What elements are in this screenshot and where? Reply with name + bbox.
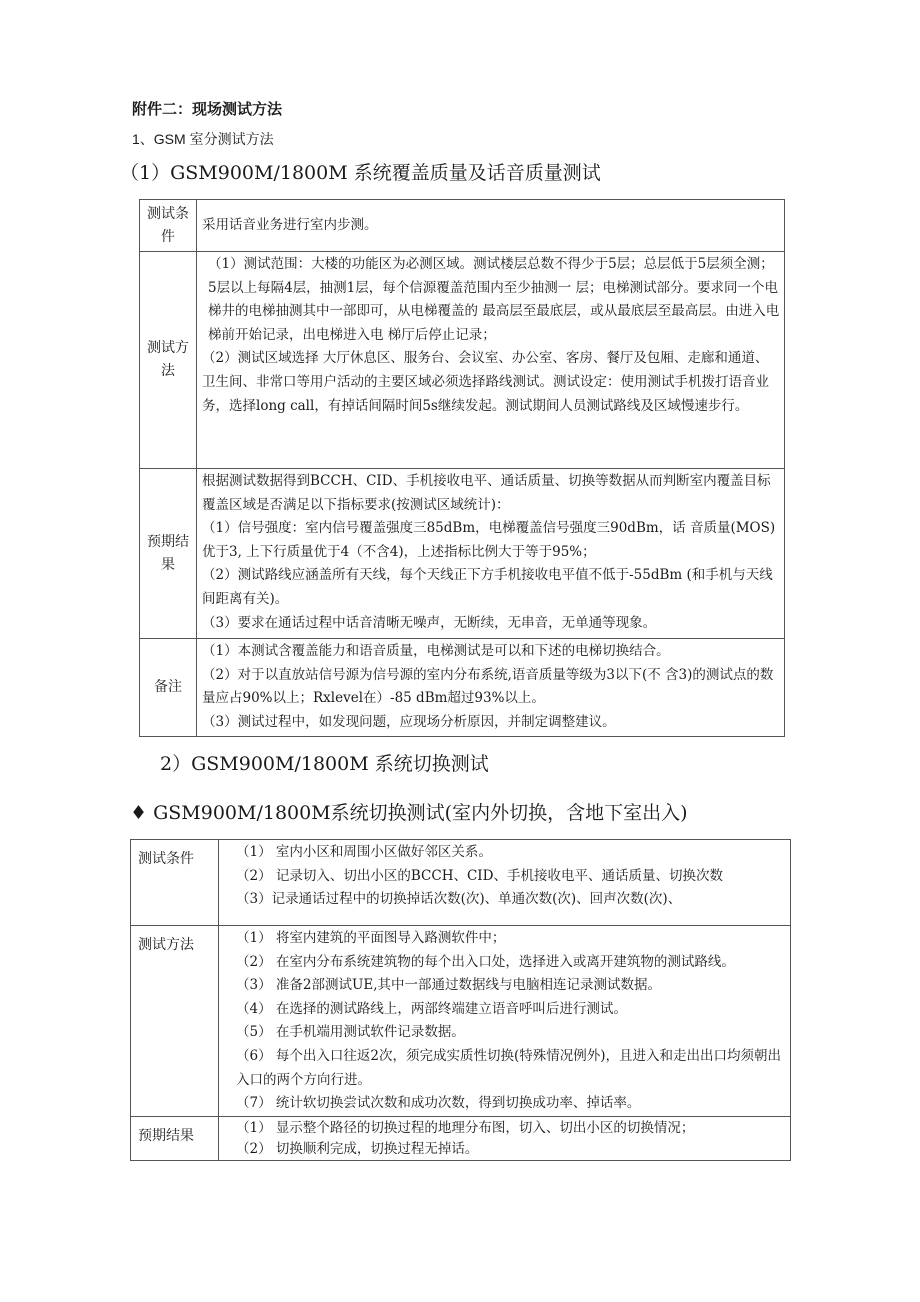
text-line: （6） 每个出入口往返2次，须完成实质性切换(特殊情况例外)，且进入和走出出口均须朝出入口的两个方向行进。 [236, 1047, 782, 1088]
table-row [131, 1117, 791, 1161]
text-line: （2） 在室内分布系统建筑物的每个出入口处，选择进入或离开建筑物的测试路线。 [236, 953, 735, 970]
text-line: （3）测试过程中，如发现问题，应现场分析原因，并制定调整建议。 [202, 713, 616, 730]
row-label-method: 测试方法 [131, 926, 219, 1117]
text-line: （2） 记录切入、切出小区的BCCH、CID、手机接收电平、通话质量、切换次数 [236, 867, 723, 884]
text-line: （1）测试范围：大楼的功能区为必测区域。测试楼层总数不得少于5层；总层低于5层须全测；5层以上每隔4层，抽测1层，每个信源覆盖范围内至少抽测一 层；电梯测试部分。要求同一个电梯井的电梯抽测其中一部即可，从电梯覆盖的 最高层至最底层，或从最底层至最高层。由进入电梯前开始记录，出电梯进入电 梯厅后停止记录； [208, 256, 780, 343]
section-1-title: （1）GSM900M/1800M 系统覆盖质量及话音质量测试 [120, 162, 601, 184]
row-content-conditions [219, 840, 791, 926]
table-row [131, 926, 791, 1117]
text-line: 采用话音业务进行室内步测。 [202, 217, 378, 234]
diamond-bullet-icon: ♦ [130, 802, 148, 824]
table-row [140, 469, 785, 639]
row-label-expected: 预期结果 [131, 1117, 219, 1161]
row-content-method [197, 252, 785, 469]
text-line: 根据测试数据得到BCCH、CID、手机接收电平、通话质量、切换等数据从而判断室内覆盖目标覆盖区域是否满足以下指标要求(按测试区域统计)： [202, 473, 771, 513]
section-3-heading [130, 798, 688, 825]
table-row [131, 840, 791, 926]
text-line: （1） 室内小区和周围小区做好邻区关系。 [236, 844, 492, 860]
table-row [140, 200, 785, 252]
section-2-title: 2）GSM900M/1800M 系统切换测试 [160, 753, 489, 775]
row-content-method [219, 926, 791, 1117]
text-line: （1） 将室内建筑的平面图导入路测软件中； [236, 930, 506, 946]
text-line: （2）测试区域选择 大厅休息区、服务台、会议室、办公室、客房、餐厅及包厢、走廊和通道、卫生间、非常口等用户活动的主要区域必须选择路线测试。测试设定：使用测试手机拨打语音业务，选择long call，有掉话间隔时间5s继续发起。测试期间人员测试路线及区域慢速步行。 [202, 350, 769, 414]
table-row [140, 252, 785, 469]
text-line: （1） 显示整个路径的切换过程的地理分布图，切入、切出小区的切换情况； [236, 1120, 695, 1136]
row-label-expected: 预期结果 [140, 469, 197, 639]
row-content-expected [197, 469, 785, 639]
text-line: （5） 在手机端用测试软件记录数据。 [236, 1024, 465, 1041]
row-label-notes: 备注 [140, 639, 197, 737]
row-content-expected [219, 1117, 791, 1161]
row-content-conditions [197, 200, 785, 252]
text-line: （3） 准备2部测试UE,其中一部通过数据线与电脑相连记录测试数据。 [236, 977, 661, 994]
row-label-conditions: 测试条件 [131, 840, 219, 926]
table-row [140, 639, 785, 737]
text-line: （2）对于以直放站信号源为信号源的室内分布系统,语音质量等级为3以下(不 含3)的测试点的数量应占90%以上；Rxlevel在）-85 dBm超过93%以上。 [202, 666, 774, 707]
text-line: （1）信号强度：室内信号覆盖强度三85dBm，电梯覆盖信号强度三90dBm，话 音质量(MOS)优于3, 上下行质量优于4（不含4)，上述指标比例大于等于95%； [202, 520, 776, 560]
section-3-title: GSM900M/1800M系统切换测试(室内外切换，含地下室出入) [153, 802, 688, 824]
gsm-section-heading: 1、GSM 室分测试方法 [132, 131, 274, 147]
row-content-notes [197, 639, 785, 737]
text-line: （2） 切换顺利完成，切换过程无掉话。 [236, 1141, 479, 1157]
text-line: （2）测试路线应涵盖所有天线，每个天线正下方手机接收电平值不低于-55dBm (和手机与天线间距离有关)。 [202, 567, 773, 607]
appendix-heading: 附件二：现场测试方法 [132, 100, 283, 118]
text-line: （3）要求在通话过程中话音清晰无噪声，无断续，无串音，无单通等现象。 [202, 614, 657, 631]
handover-test-table [130, 839, 791, 1161]
row-label-conditions: 测试条件 [140, 200, 197, 252]
text-line: （3）记录通话过程中的切换掉话次数(次)、单通次数(次)、回声次数(次)、 [236, 891, 682, 908]
coverage-test-table [139, 199, 785, 737]
text-line: （1）本测试含覆盖能力和语音质量，电梯测试是可以和下述的电梯切换结合。 [202, 643, 670, 659]
text-line: （7） 统计软切换尝试次数和成功次数，得到切换成功率、掉话率。 [236, 1095, 641, 1112]
text-line: （4） 在选择的测试路线上，两部终端建立语音呼叫后进行测试。 [236, 1000, 627, 1017]
row-label-method: 测试方法 [140, 252, 197, 469]
